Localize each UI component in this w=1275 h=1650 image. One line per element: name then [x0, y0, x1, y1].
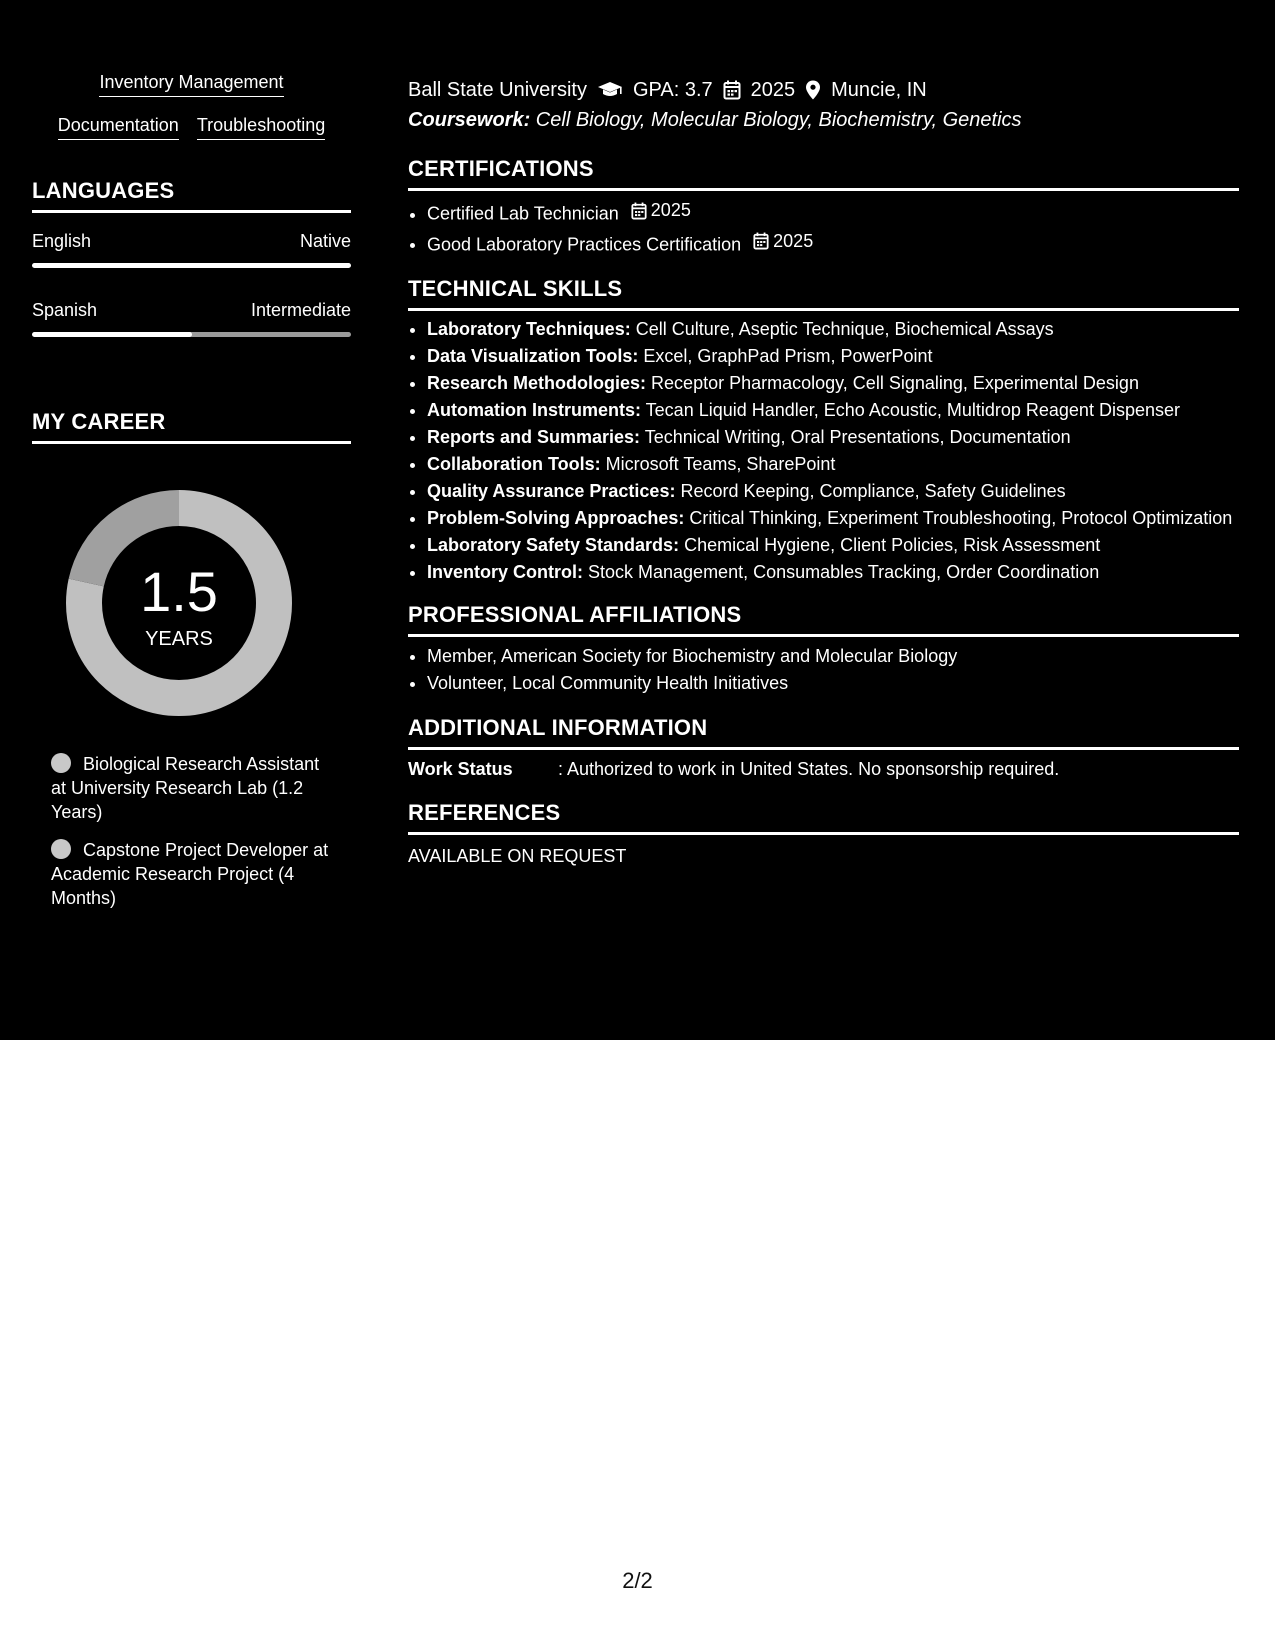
career-item-text: Biological Research Assistant at University Research Lab (1.2 Years): [51, 754, 320, 822]
language-bar-fill: [32, 263, 351, 268]
career-heading: MY CAREER: [32, 409, 351, 444]
language-name: Spanish: [32, 300, 98, 320]
main-column: [408, 76, 1239, 869]
calendar-icon: [723, 80, 741, 100]
technical-skills-section: [408, 274, 1239, 584]
skill-item: [427, 533, 1239, 557]
language-item: [32, 229, 351, 268]
skill-text: Technical Writing, Oral Presentations, Documentation: [640, 427, 1071, 447]
skill-label: Laboratory Safety Standards:: [427, 535, 680, 555]
certification-item: [427, 197, 1239, 228]
skill-label: Problem-Solving Approaches:: [427, 508, 685, 528]
work-status-value: : Authorized to work in United States. No sponsorship required.: [558, 759, 1060, 779]
work-status-label: Work Status: [408, 759, 513, 779]
career-item-text: Capstone Project Developer at Academic Research Project (4 Months): [51, 840, 329, 908]
skill-text: Stock Management, Consumables Tracking, Order Coordination: [583, 562, 1100, 582]
skill-row: [32, 70, 351, 97]
career-donut: [66, 490, 292, 716]
technical-skills-heading: TECHNICAL SKILLS: [408, 274, 1239, 311]
certification-year: 2025: [773, 230, 814, 251]
skill-label: Research Methodologies:: [427, 373, 647, 393]
coursework-label: Coursework:: [408, 109, 531, 131]
school-location: Muncie, IN: [831, 79, 927, 101]
skill-item: [427, 452, 1239, 476]
certification-name: Good Laboratory Practices Certification: [427, 234, 742, 254]
references-text: AVAILABLE ON REQUEST: [408, 846, 627, 866]
education-block: [408, 76, 1239, 134]
language-bar: [32, 263, 351, 268]
page-number: 2/2: [622, 1568, 653, 1593]
work-status-row: [408, 756, 1239, 782]
skill-label: Laboratory Techniques:: [427, 319, 631, 339]
references-heading: REFERENCES: [408, 798, 1239, 835]
language-bar-fill: [32, 332, 192, 337]
language-level: Intermediate: [250, 300, 351, 320]
skill-item: [427, 506, 1239, 530]
skill-item: [427, 317, 1239, 341]
affiliations-list: [408, 643, 1239, 697]
skill-label: Reports and Summaries:: [427, 427, 641, 447]
graduation-cap-icon: [597, 81, 623, 99]
school-name: Ball State University: [408, 79, 587, 101]
certification-name: Certified Lab Technician: [427, 203, 619, 224]
skill-tag: Documentation: [58, 113, 179, 140]
affiliations-section: [408, 600, 1239, 697]
career-years-unit: YEARS: [145, 628, 213, 650]
certifications-heading: CERTIFICATIONS: [408, 154, 1239, 191]
career-item: [51, 752, 331, 824]
languages-section: [32, 178, 351, 337]
skill-text: Excel, GraphPad Prism, PowerPoint: [638, 346, 933, 366]
skill-tag: Inventory Management: [99, 70, 283, 97]
additional-info-section: [408, 713, 1239, 782]
certification-item: [427, 228, 1239, 259]
skill-text: Critical Thinking, Experiment Troubleshooting, Protocol Optimization: [684, 508, 1233, 528]
skill-item: [427, 398, 1239, 422]
gpa: GPA: 3.7: [632, 79, 713, 101]
skill-label: Automation Instruments:: [427, 400, 641, 420]
skill-tags: [32, 70, 351, 140]
career-dot-icon: [51, 839, 71, 859]
skill-item: [427, 371, 1239, 395]
career-list: [51, 752, 331, 910]
skill-item: [427, 479, 1239, 503]
skill-tag: Troubleshooting: [197, 113, 325, 140]
skill-item: [427, 425, 1239, 449]
skill-text: Receptor Pharmacology, Cell Signaling, Experimental Design: [646, 373, 1139, 393]
certifications-section: [408, 154, 1239, 258]
skill-label: Collaboration Tools:: [427, 454, 601, 474]
calendar-icon: [753, 232, 769, 250]
skill-label: Data Visualization Tools:: [427, 346, 639, 366]
career-dot-icon: [51, 753, 71, 773]
language-item: [32, 298, 351, 337]
skill-row: [32, 113, 351, 140]
skill-text: Chemical Hygiene, Client Policies, Risk Assessment: [679, 535, 1101, 555]
certification-year: 2025: [650, 200, 691, 220]
skill-item: [427, 344, 1239, 368]
skill-text: Tecan Liquid Handler, Echo Acoustic, Multidrop Reagent Dispenser: [641, 400, 1180, 420]
coursework: [408, 106, 1239, 134]
affiliation-item: • Member, American Society for Biochemistry and Molecular Biology: [427, 643, 1239, 670]
graduation-year: 2025: [750, 79, 796, 101]
languages-heading: LANGUAGES: [32, 178, 351, 213]
language-name: English: [32, 231, 92, 251]
additional-info-heading: ADDITIONAL INFORMATION: [408, 713, 1239, 750]
skill-label: Quality Assurance Practices:: [427, 481, 676, 501]
sidebar: [32, 70, 351, 924]
skill-item: [427, 560, 1239, 584]
affiliation-item: • Volunteer, Local Community Health Initiatives: [427, 670, 1239, 697]
coursework-list: Cell Biology, Molecular Biology, Biochemistry, Genetics: [530, 109, 1022, 131]
career-total-years: 1.5: [140, 560, 218, 623]
skill-text: Cell Culture, Aseptic Technique, Biochemical Assays: [630, 319, 1054, 339]
language-level: Native: [299, 231, 351, 251]
career-item: [51, 838, 331, 910]
career-section: [32, 409, 351, 910]
references-section: [408, 798, 1239, 869]
skill-text: Record Keeping, Compliance, Safety Guidelines: [675, 481, 1066, 501]
skill-label: Inventory Control:: [427, 562, 583, 582]
skill-text: Microsoft Teams, SharePoint: [600, 454, 836, 474]
certifications-list: [408, 197, 1239, 258]
language-bar: [32, 332, 351, 337]
location-pin-icon: [805, 80, 821, 100]
calendar-icon: [631, 202, 647, 220]
affiliations-heading: PROFESSIONAL AFFILIATIONS: [408, 600, 1239, 637]
technical-skills-list: [408, 317, 1239, 584]
